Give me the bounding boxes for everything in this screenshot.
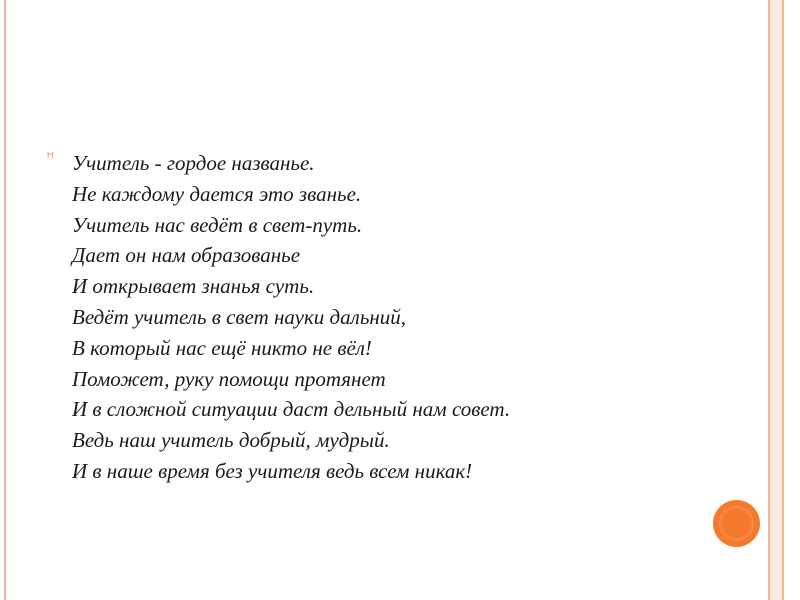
right-border-outer-line [782,0,784,600]
poem-line: Ведь наш учитель добрый, мудрый. [72,428,390,453]
poem-line: И в сложной ситуации даст дельный нам совет. [72,397,511,422]
poem-line: И открывает знанья суть. [72,274,315,299]
poem-line: Дает он нам образованье [72,243,301,268]
poem-line: Учитель нас ведёт в свет-путь. [72,212,363,237]
poem-line: Не каждому дается это званье. [72,181,362,206]
right-border-inner-line [768,0,770,600]
poem-line: Поможет, руку помощи протянет [72,366,386,391]
poem-line: Учитель - гордое названье. [72,151,315,175]
poem-text [72,148,732,487]
orange-circle-decoration [713,500,760,547]
curl-bullet-icon: ꟸ [46,149,55,167]
poem-line: В который нас ещё никто не вёл! [72,335,372,360]
right-border-band [770,0,782,600]
poem-line: И в наше время без учителя ведь всем никак! [72,458,473,483]
poem-line: Ведёт учитель в свет науки дальний, [72,304,407,329]
left-border-line [4,0,6,600]
